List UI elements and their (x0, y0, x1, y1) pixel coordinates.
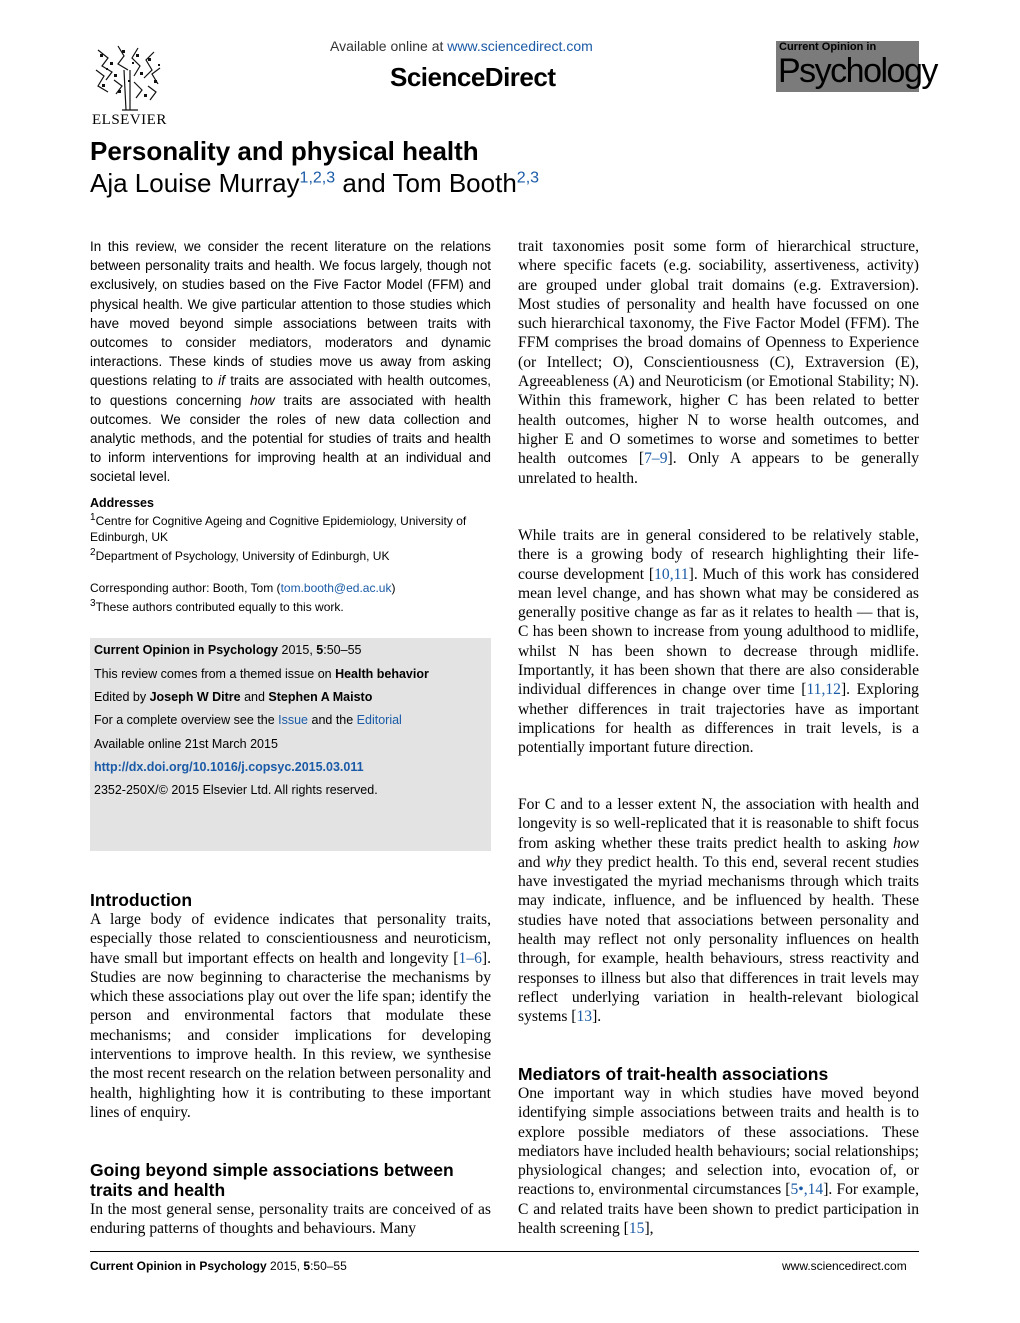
info-editor-1: Joseph W Ditre (149, 690, 241, 704)
info-journal-pages: :50–55 (323, 643, 362, 657)
beyond-heading: Going beyond simple associations between traits and health (90, 1160, 454, 1200)
author-and: and (335, 168, 393, 198)
info-journal-year: 2015, (278, 643, 317, 657)
abstract-if: if (218, 373, 225, 389)
introduction-section (90, 890, 491, 1122)
available-prefix: Available online at (330, 38, 448, 54)
address-3-text: These authors contributed equally to this work. (95, 600, 344, 614)
journal-logo-top: Current Opinion in (779, 41, 877, 53)
footer-pages: :50–55 (310, 1259, 347, 1273)
corresponding-author (90, 580, 491, 596)
corr-prefix: Corresponding author: Booth, Tom ( (90, 581, 281, 595)
intro-text-a: A large body of evidence indicates that personality traits, especially those related to conscientiousness and neuroticism, have small but important effects on health and longevity [ (90, 911, 491, 967)
p1-text-b: ]. Only A appears to be generally unrelated to health. (518, 450, 919, 487)
p4-text-b: ]. For example, C and related traits have been shown to predict participation in health screening [ (518, 1181, 919, 1238)
footer-journal: Current Opinion in Psychology (90, 1259, 267, 1273)
info-theme (94, 667, 429, 681)
editorial-link[interactable]: Editorial (356, 713, 402, 727)
info-editor-and: and (240, 690, 269, 704)
journal-logo-bottom: Psychology (778, 52, 937, 90)
mediators-heading: Mediators of trait-health associations (518, 1064, 829, 1084)
info-theme-prefix: This review comes from a themed issue on (94, 667, 336, 681)
address-2 (90, 545, 491, 564)
addresses-heading: Addresses (90, 496, 154, 510)
abstract-part-2: traits are associated with health outcomes, to questions concerning (90, 373, 491, 408)
address-1-sup: 1 (90, 512, 96, 523)
p3-and: and (518, 853, 546, 871)
p3-text-c: ]. (592, 1008, 602, 1026)
citation-link[interactable]: 15 (628, 1220, 645, 1238)
mediators-section (518, 1064, 919, 1238)
abstract-part-3: traits are associated with health outcomes. We consider the roles of new data collection and analytic methods, and the potential for studies of traits and health to inform interventions for improving health at an individual and societal level. (90, 392, 491, 485)
info-doi (94, 760, 364, 774)
sciencedirect-wordmark: ScienceDirect (390, 62, 556, 92)
p3-text-b: they predict health. To this end, several recent studies have investigated the myriad mechanisms through which traits may indicate, influence, and be influenced by health. These studies have noted that associations between personality and health may reflect not only personality influences on health through, for example, health behaviours, stress reactivity and responses to illness but also that differences in trait levels may reflect underlying variation in health-relevant biological systems [ (518, 853, 919, 1026)
info-journal (94, 643, 361, 657)
author-line (90, 168, 539, 199)
footer-rule (90, 1251, 919, 1252)
mediators-text (518, 1084, 919, 1238)
beyond-section (90, 1160, 491, 1239)
author-1: Aja Louise Murray (90, 168, 300, 198)
corr-suffix: ) (391, 581, 396, 595)
abstract (90, 237, 491, 487)
info-editors (94, 690, 372, 704)
sciencedirect-link[interactable]: www.sciencedirect.com (447, 38, 593, 54)
address-1-text: Centre for Cognitive Ageing and Cognitive Epidemiology, University of Edinburgh, UK (90, 514, 467, 544)
doi-link[interactable]: http://dx.doi.org/10.1016/j.copsyc.2015.03.011 (94, 760, 364, 774)
info-journal-vol: 5 (316, 643, 324, 657)
right-paragraph-1 (518, 237, 919, 488)
article-info-box (90, 638, 491, 851)
p3-how: how (893, 834, 919, 852)
corresponding-email-link[interactable]: tom.booth@ed.ac.uk (280, 581, 392, 595)
p3-why: why (545, 853, 571, 871)
info-copyright: 2352-250X/© 2015 Elsevier Ltd. All rights reserved. (94, 783, 378, 797)
author-2-affiliation[interactable]: 2,3 (516, 169, 540, 187)
info-edited-prefix: Edited by (94, 690, 150, 704)
address-1 (90, 510, 491, 545)
info-available: Available online 21st March 2015 (94, 737, 278, 751)
citation-link[interactable]: 7–9 (644, 450, 668, 468)
introduction-heading: Introduction (90, 890, 193, 910)
info-journal-name: Current Opinion in Psychology (94, 643, 279, 657)
p1-text-a: trait taxonomies posit some form of hierarchical structure, where specific facets (e.g. sociability, assertiveness, activity) are grouped under global trait domains (e.g. Extraversion). Most studies of personality and health have focussed on one such hierarchical taxonomy, the Five Factor Model (FFM). The FFM comprises the broad domains of Openness to Experience (or Intellect; O), Conscientiousness (C), Extraversion (E), Agreeableness (A) and Neuroticism (or Emotional Stability; N). Within this framework, higher C has been related to better health outcomes, higher N to worse health outcomes, and higher E and O sometimes to worse and sometimes to better health outcomes [ (518, 238, 919, 468)
info-overview-mid: and the (308, 713, 357, 727)
right-paragraph-2 (518, 526, 919, 758)
beyond-text: In the most general sense, personality traits are conceived of as enduring patterns of thoughts and behaviours. Many (90, 1201, 491, 1238)
author-2: Tom Booth (392, 168, 517, 198)
abstract-part-1: In this review, we consider the recent literature on the relations between personality traits and health. We focus largely, though not exclusively, on studies based on the Five Factor Model (FFM) and physical health. We give particular attention to those studies which have moved beyond simple associations between traits with outcomes to consider mediators, moderators and dynamic interactions. These kinds of studies move us away from asking questions relating to (90, 239, 491, 389)
address-3-sup: 3 (90, 598, 96, 609)
intro-text-b: ]. Studies are now beginning to characterise the mechanisms by which these associations play out over the life span; identify the person and environmental factors that modulate these mechanisms; and consider implications for developing interventions to improve health. In this review, we synthesise the most recent research on the relation between personality and health, highlighting how it is contributing to these important lines of enquiry. (90, 949, 491, 1121)
p2-text-a: While traits are in general considered to be relatively stable, there is a growing body of research highlighting their life-course development [ (518, 527, 919, 583)
issue-link[interactable]: Issue (278, 713, 309, 727)
address-2-sup: 2 (90, 547, 96, 558)
abstract-how: how (250, 392, 275, 408)
citation-link[interactable]: 10,11 (654, 565, 689, 583)
author-1-affiliation[interactable]: 1,2,3 (299, 169, 336, 187)
footer-site[interactable]: www.sciencedirect.com (782, 1259, 907, 1273)
footer-citation (90, 1259, 347, 1273)
p4-text-c: ], (644, 1220, 654, 1238)
info-overview-prefix: For a complete overview see the (94, 713, 279, 727)
info-overview (94, 713, 402, 727)
addresses-block (90, 496, 491, 615)
citation-link[interactable]: 13 (576, 1008, 593, 1026)
footer-year: 2015, (266, 1259, 304, 1273)
right-paragraph-3 (518, 795, 919, 1027)
elsevier-wordmark: ELSEVIER (92, 112, 167, 128)
journal-logo (776, 41, 937, 92)
citation-link[interactable]: 5•,14 (790, 1181, 824, 1199)
available-online-line (330, 38, 593, 54)
p2-text-c: ]. Exploring whether differences in trait trajectories have as important implications for health as differences in trait levels, is a potentially important future direction. (518, 681, 919, 757)
footer-vol: 5 (303, 1259, 311, 1273)
introduction-text (90, 910, 491, 1122)
address-2-text: Department of Psychology, University of Edinburgh, UK (95, 549, 390, 563)
address-3 (90, 596, 491, 615)
p2-text-b: ]. Much of this work has considered mean level change, and has shown what may be considered as generally positive change as far as it relates to health — that is, C has been shown to increase from young adulthood to midlife, whilst N has been shown to decrease through midlife. Importantly, it has been shown that there are also considerable individual differences in change over time [ (518, 565, 919, 699)
p4-text-a: One important way in which studies have moved beyond identifying simple associations between traits and health is to explore possible mediators of these associations. These mediators have included health behaviours; social relationships; physiological changes; and selection into, evocation of, or reactions to, environmental circumstances [ (518, 1085, 919, 1199)
citation-link[interactable]: 1–6 (458, 949, 482, 967)
p3-text-a: For C and to a lesser extent N, the association with health and longevity is so well-replicated that it is reasonable to shift focus from asking whether these traits predict health to asking (518, 796, 919, 852)
citation-link[interactable]: 11,12 (806, 681, 841, 699)
paper-title: Personality and physical health (90, 136, 479, 166)
info-editor-2: Stephen A Maisto (268, 690, 373, 704)
info-theme-name: Health behavior (335, 667, 429, 681)
